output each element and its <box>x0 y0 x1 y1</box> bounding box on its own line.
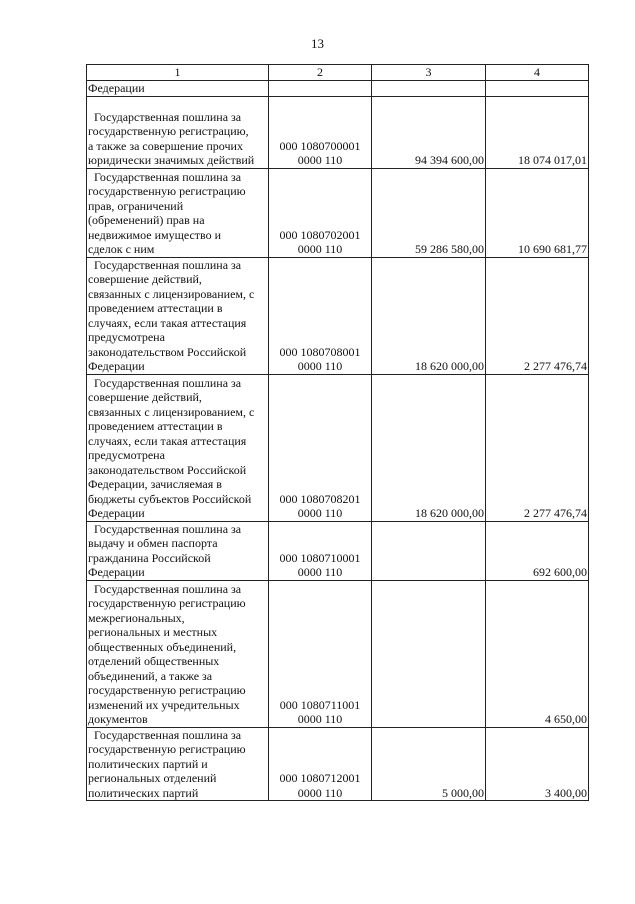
table-row <box>87 96 589 168</box>
table-row <box>87 374 589 521</box>
revenue-name: Государственная пошлина за государственную регистрацию политических партий и региональных отделений политических партий <box>87 727 269 801</box>
column-number-row <box>87 65 589 81</box>
column-number-2: 2 <box>269 65 372 81</box>
continuation-text: Федерации <box>87 80 269 96</box>
column-number-4: 4 <box>486 65 589 81</box>
revenue-name: Государственная пошлина за государственную регистрацию прав, ограничений (обременений) прав на недвижимое имущество и сделок с ним <box>87 168 269 257</box>
continuation-row <box>87 80 589 96</box>
actual-amount: 2 277 476,74 <box>486 257 589 374</box>
budget-classification-code: 000 1080711001 0000 110 <box>269 580 372 727</box>
revenue-name: Государственная пошлина за совершение действий, связанных с лицензированием, с проведением аттестации в случаях, если такая аттестация предусмотрена законодательством Российской Федерации, зачисляемая в бюджеты субъектов Российской Федерации <box>87 374 269 521</box>
table-row <box>87 521 589 580</box>
budget-classification-code: 000 1080712001 0000 110 <box>269 727 372 801</box>
planned-amount: 18 620 000,00 <box>372 374 486 521</box>
table-row <box>87 257 589 374</box>
budget-classification-code: 000 1080702001 0000 110 <box>269 168 372 257</box>
empty-cell <box>372 80 486 96</box>
revenue-name: Государственная пошлина за государственную регистрацию межрегиональных, региональных и местных общественных объединений, отделений общественных объединений, а также за государственную регистрацию изменений их учредительных документов <box>87 580 269 727</box>
budget-classification-code: 000 1080700001 0000 110 <box>269 96 372 168</box>
column-number-1: 1 <box>87 65 269 81</box>
column-number-3: 3 <box>372 65 486 81</box>
revenue-name: Государственная пошлина за выдачу и обмен паспорта гражданина Российской Федерации <box>87 521 269 580</box>
empty-cell <box>269 80 372 96</box>
planned-amount: 5 000,00 <box>372 727 486 801</box>
budget-classification-code: 000 1080710001 0000 110 <box>269 521 372 580</box>
page-number: 13 <box>311 36 324 51</box>
actual-amount: 10 690 681,77 <box>486 168 589 257</box>
planned-amount <box>372 580 486 727</box>
actual-amount: 18 074 017,01 <box>486 96 589 168</box>
table-row <box>87 580 589 727</box>
budget-classification-code: 000 1080708001 0000 110 <box>269 257 372 374</box>
budget-classification-code: 000 1080708201 0000 110 <box>269 374 372 521</box>
empty-cell <box>486 80 589 96</box>
actual-amount: 3 400,00 <box>486 727 589 801</box>
revenue-name: Государственная пошлина за государственную регистрацию, а также за совершение прочих юридически значимых действий <box>87 96 269 168</box>
planned-amount: 94 394 600,00 <box>372 96 486 168</box>
revenue-name: Государственная пошлина за совершение действий, связанных с лицензированием, с проведением аттестации в случаях, если такая аттестация предусмотрена законодательством Российской Федерации <box>87 257 269 374</box>
actual-amount: 4 650,00 <box>486 580 589 727</box>
budget-revenue-table <box>86 64 589 801</box>
table-row <box>87 727 589 801</box>
planned-amount: 59 286 580,00 <box>372 168 486 257</box>
actual-amount: 692 600,00 <box>486 521 589 580</box>
table-row <box>87 168 589 257</box>
planned-amount: 18 620 000,00 <box>372 257 486 374</box>
actual-amount: 2 277 476,74 <box>486 374 589 521</box>
planned-amount <box>372 521 486 580</box>
